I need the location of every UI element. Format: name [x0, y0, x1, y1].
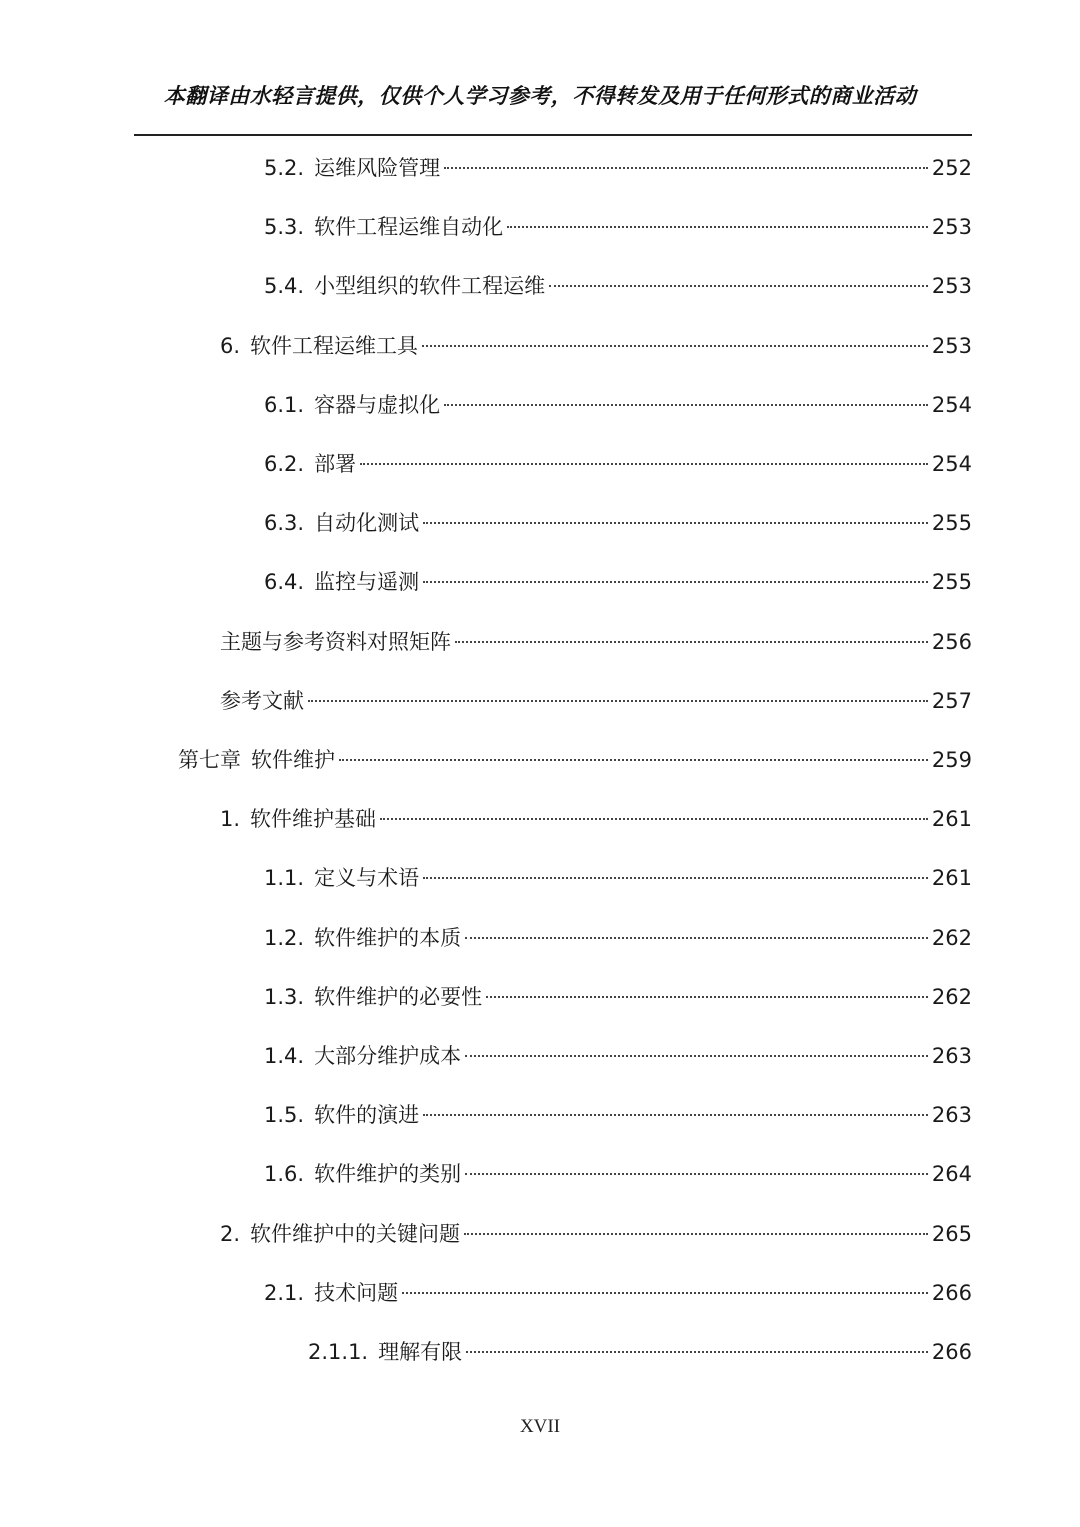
- toc-entry-title: 软件工程运维工具: [250, 333, 419, 358]
- toc-entry-page: 259: [931, 748, 972, 772]
- toc-entry[interactable]: [264, 977, 972, 1017]
- toc-entry-number: 1.1.: [264, 866, 305, 891]
- toc-dot-leader: [465, 1055, 928, 1057]
- toc-dot-leader: [507, 226, 928, 228]
- toc-entry-number: 第七章: [178, 748, 241, 772]
- toc-entry-title: 软件维护: [251, 748, 335, 772]
- toc-entry-page: 263: [931, 1044, 972, 1068]
- toc-entry-number: 6.4.: [264, 570, 305, 595]
- toc-entry[interactable]: [264, 1095, 972, 1135]
- toc-entry-number: 5.4.: [264, 274, 305, 299]
- toc-entry-title: 软件维护的类别: [314, 1162, 462, 1187]
- toc-entry[interactable]: [308, 1332, 972, 1372]
- toc-entry-page: 266: [931, 1280, 972, 1305]
- toc-entry-number: 1.4.: [264, 1044, 305, 1068]
- toc-dot-leader: [444, 404, 928, 406]
- toc-dot-leader: [380, 818, 928, 820]
- toc-entry-page: 256: [931, 629, 972, 654]
- toc-entry-number: 2.1.: [264, 1280, 305, 1305]
- toc-dot-leader: [464, 1233, 928, 1235]
- toc-dot-leader: [423, 522, 928, 524]
- toc-entry-title: 大部分维护成本: [314, 1044, 462, 1068]
- toc-entry-page: 261: [931, 807, 972, 832]
- toc-entry-number: 5.3.: [264, 215, 305, 240]
- toc-entry-page: 261: [931, 866, 972, 891]
- toc-entry-title: 运维风险管理: [314, 156, 441, 180]
- toc-entry-page: 254: [931, 392, 972, 417]
- toc-entry[interactable]: [264, 918, 972, 958]
- toc-entry-number: 5.2.: [264, 156, 305, 180]
- toc-entry[interactable]: [264, 1036, 972, 1076]
- toc-dot-leader: [486, 996, 928, 998]
- page-header: 本翻译由水轻言提供，仅供个人学习参考，不得转发及用于任何形式的商业活动: [163, 84, 917, 108]
- toc-entry-title: 软件维护的本质: [314, 925, 462, 950]
- toc-entry-page: 265: [931, 1221, 972, 1246]
- toc-dot-leader: [423, 877, 928, 879]
- toc-dot-leader: [423, 581, 928, 583]
- toc-entry[interactable]: [264, 266, 972, 306]
- toc-entry[interactable]: [178, 740, 972, 780]
- toc-entry-title: 容器与虚拟化: [314, 392, 441, 417]
- toc-entry-title: 软件维护中的关键问题: [250, 1221, 461, 1246]
- toc-dot-leader: [423, 1114, 928, 1116]
- toc-entry-number: 1.: [220, 807, 241, 832]
- toc-entry-page: 263: [931, 1103, 972, 1128]
- toc-entry-page: 254: [931, 452, 972, 476]
- toc-entry[interactable]: [220, 326, 972, 366]
- toc-dot-leader: [402, 1292, 928, 1294]
- page-number: XVII: [519, 1416, 561, 1437]
- toc-entry[interactable]: [220, 799, 972, 839]
- toc-entry[interactable]: [264, 148, 972, 188]
- toc-dot-leader: [360, 463, 928, 465]
- toc-entry-title: 技术问题: [314, 1280, 399, 1305]
- toc-dot-leader: [308, 700, 928, 702]
- toc-entry-number: 1.3.: [264, 984, 305, 1009]
- toc-entry-page: 253: [931, 274, 972, 299]
- header-rule: [134, 134, 972, 136]
- toc-entry[interactable]: [264, 1273, 972, 1313]
- toc-entry-title: 软件维护的必要性: [314, 984, 483, 1009]
- toc-entry-number: 6.3.: [264, 511, 305, 536]
- toc-entry-title: 监控与遥测: [314, 570, 420, 595]
- toc-entry[interactable]: [264, 444, 972, 484]
- toc-dot-leader: [422, 345, 928, 347]
- toc-entry[interactable]: [220, 622, 972, 662]
- toc-entry-page: 262: [931, 984, 972, 1009]
- toc-entry-number: 1.6.: [264, 1162, 305, 1187]
- toc-entry[interactable]: [264, 1154, 972, 1194]
- toc-entry-title: 理解有限: [378, 1340, 463, 1364]
- toc-entry-title: 软件维护基础: [250, 807, 377, 832]
- toc-dot-leader: [339, 759, 928, 761]
- toc-entry-number: 6.1.: [264, 392, 305, 417]
- toc-entry-page: 262: [931, 925, 972, 950]
- toc-entry-title: 自动化测试: [314, 511, 420, 536]
- toc-entry[interactable]: [264, 562, 972, 602]
- toc-entry-number: 6.2.: [264, 452, 305, 476]
- toc-entry[interactable]: [220, 681, 972, 721]
- toc-entry-number: 1.5.: [264, 1103, 305, 1128]
- toc-dot-leader: [549, 285, 928, 287]
- toc-entry-page: 266: [931, 1340, 972, 1364]
- toc-entry-page: 255: [931, 511, 972, 536]
- toc-entry-title: 定义与术语: [314, 866, 420, 891]
- toc-entry-title: 参考文献: [220, 688, 304, 713]
- toc-dot-leader: [455, 641, 928, 643]
- toc-dot-leader: [465, 1173, 928, 1175]
- toc-entry[interactable]: [264, 503, 972, 543]
- toc-entry-page: 264: [931, 1162, 972, 1187]
- toc-entry-number: 6.: [220, 333, 241, 358]
- toc-entry-title: 主题与参考资料对照矩阵: [220, 629, 451, 654]
- toc-entry-title: 软件的演进: [314, 1103, 420, 1128]
- toc-entry-title: 软件工程运维自动化: [314, 215, 504, 240]
- toc-entry[interactable]: [264, 207, 972, 247]
- toc-entry-page: 257: [931, 688, 972, 713]
- toc-entry[interactable]: [220, 1214, 972, 1254]
- toc-entry[interactable]: [264, 385, 972, 425]
- toc-entry-page: 252: [931, 156, 972, 180]
- toc-entry-number: 2.1.1.: [308, 1340, 369, 1364]
- toc-entry-title: 小型组织的软件工程运维: [314, 274, 546, 299]
- toc-dot-leader: [465, 937, 928, 939]
- toc-entry-number: 1.2.: [264, 925, 305, 950]
- toc-entry-page: 253: [931, 215, 972, 240]
- toc-entry-page: 255: [931, 570, 972, 595]
- toc-entry-page: 253: [931, 333, 972, 358]
- toc-entry-number: 2.: [220, 1221, 241, 1246]
- toc-entry[interactable]: [264, 858, 972, 898]
- toc-entry-title: 部署: [314, 452, 357, 476]
- toc-dot-leader: [466, 1351, 928, 1353]
- toc-dot-leader: [444, 167, 928, 169]
